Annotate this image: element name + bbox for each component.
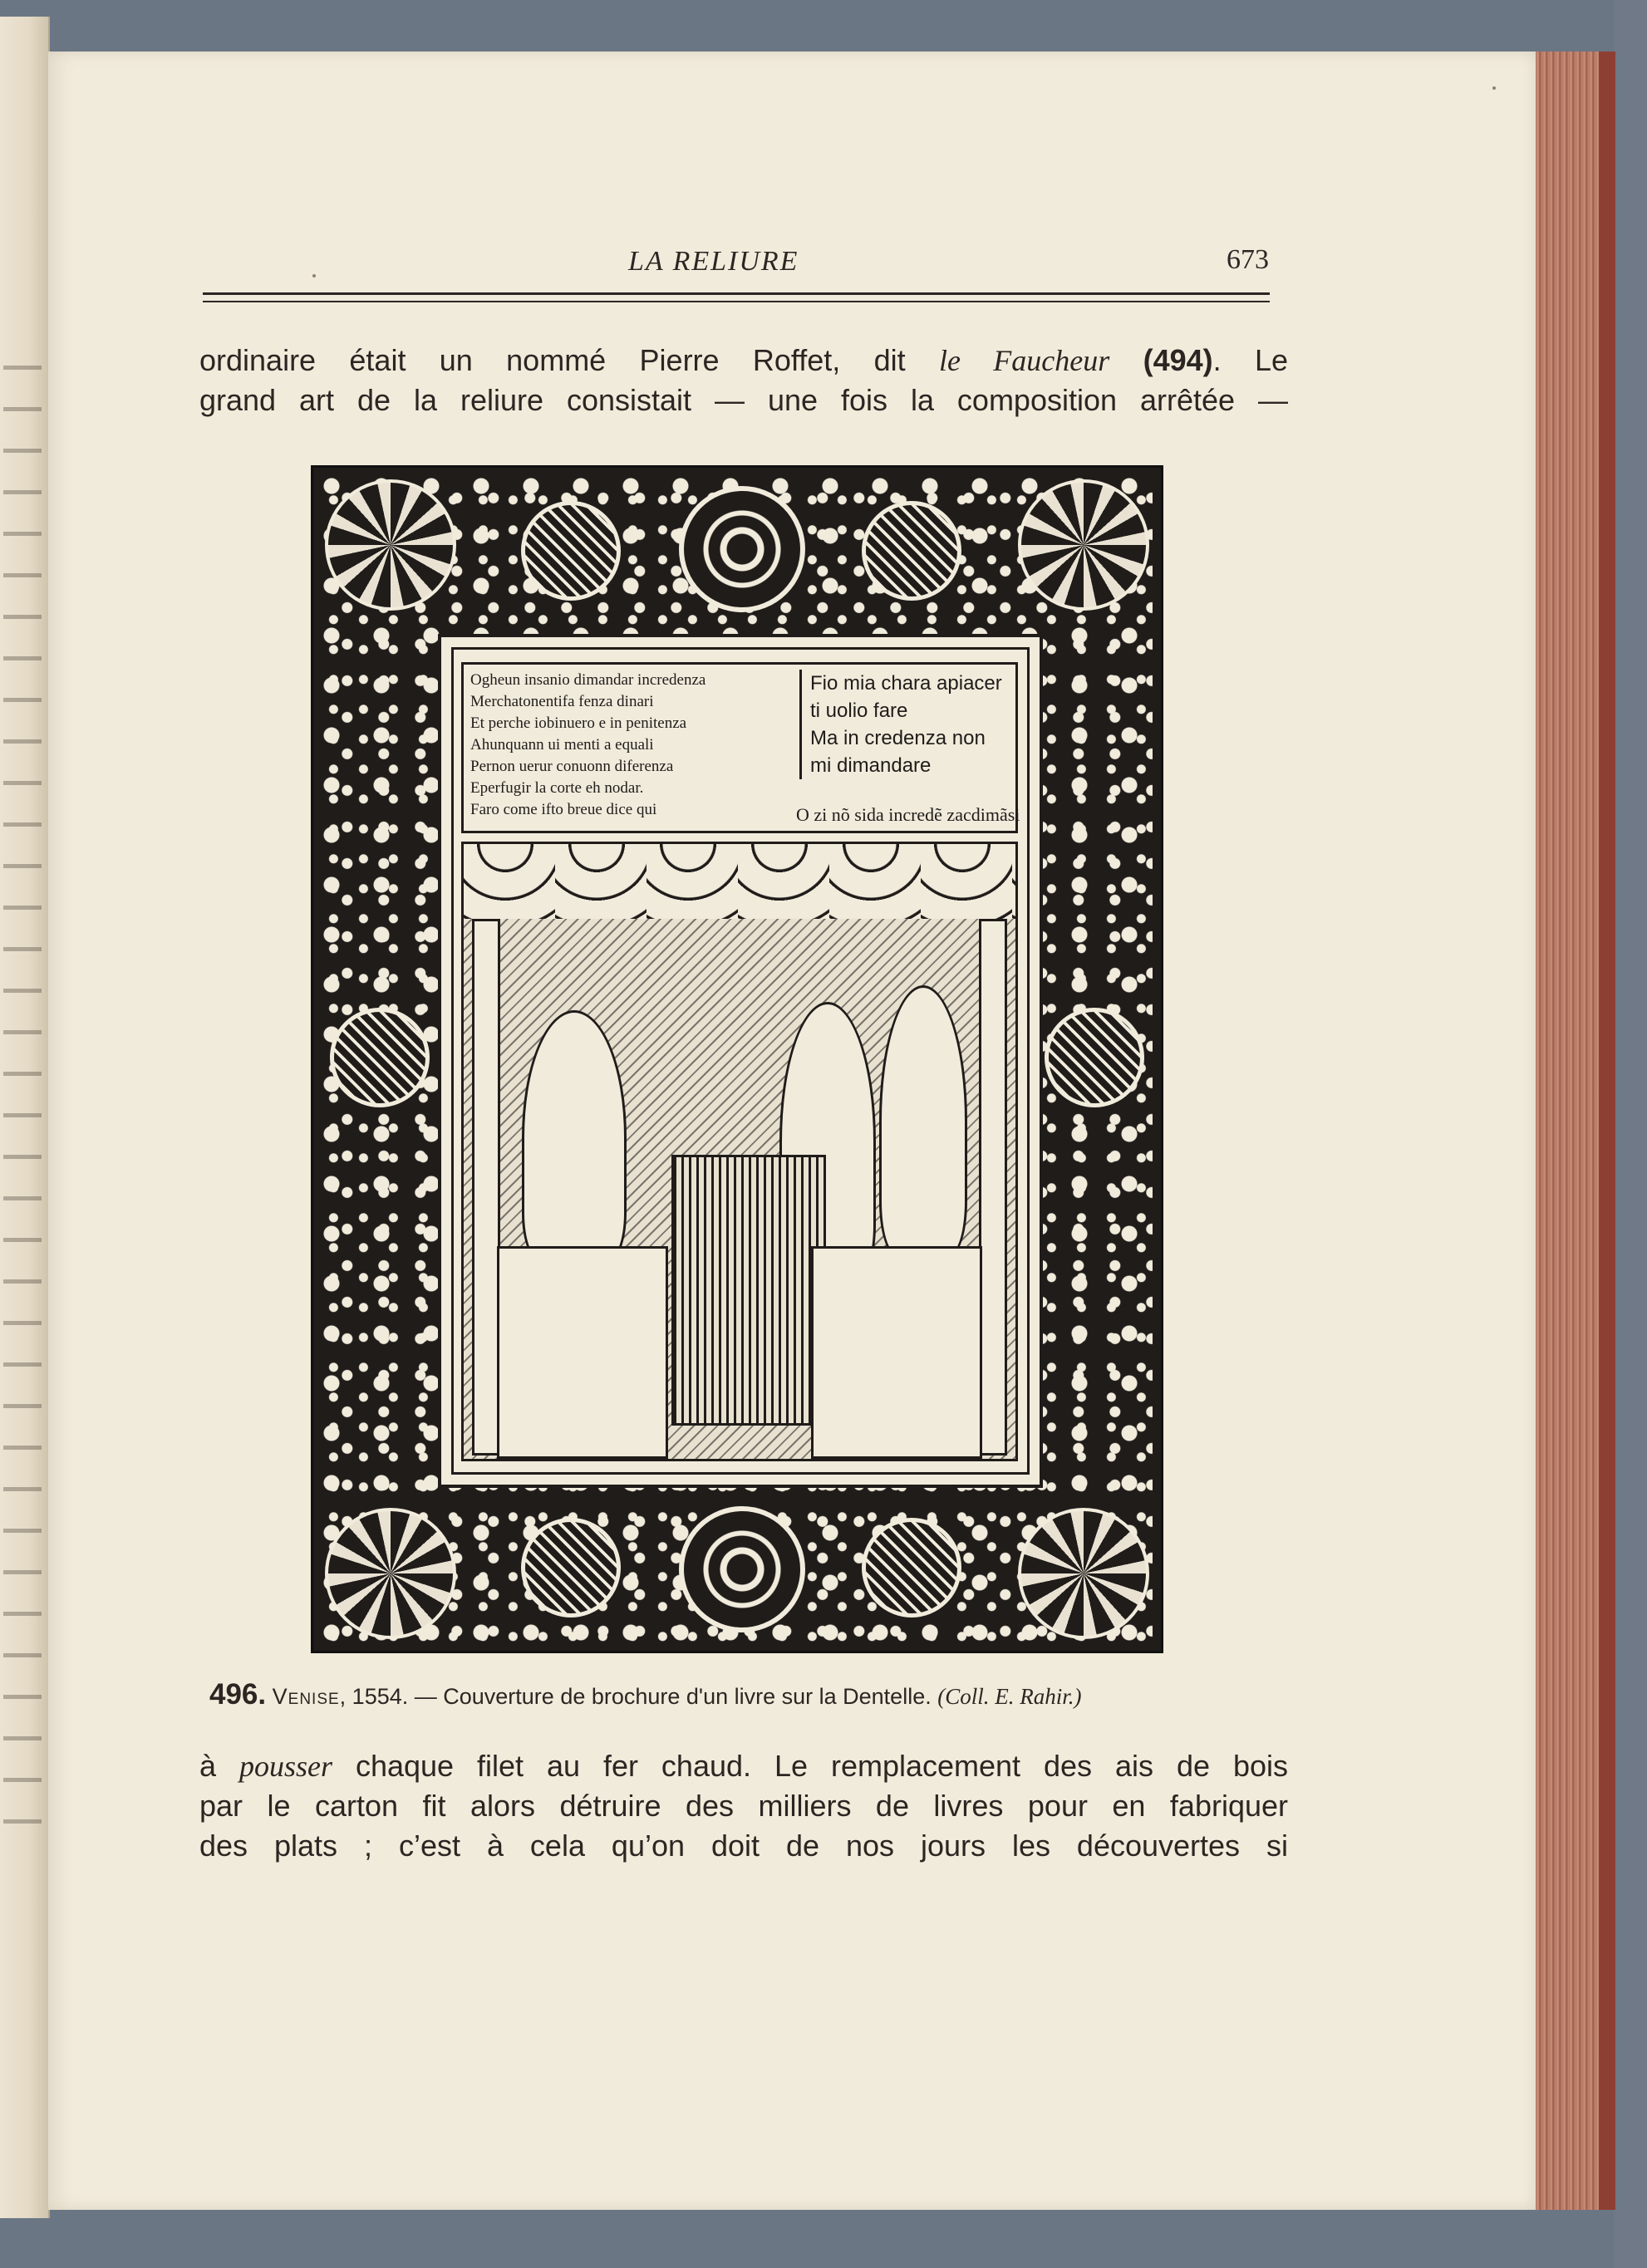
verse-line: Faro come ifto breue dice qui (470, 801, 657, 818)
gilt-page-edges (1536, 52, 1615, 2210)
shop-scene (461, 842, 1018, 1461)
verse-line: Pernon uerur conuonn diferenza (470, 758, 674, 775)
text-line: à pousser chaque filet au fer chaud. Le remplacement des ais de bois (199, 1749, 1289, 1783)
text-line: grand art de la reliure consistait — une fois la composition arrêtée — (199, 383, 1288, 417)
knot-ornament (862, 501, 961, 601)
verse-line: Ogheun insanio dimandar incredenza (470, 671, 706, 689)
facing-page-edge (0, 17, 50, 2218)
text-line: ordinaire était un nommé Pierre Roffet, dit le Faucheur (494). Le (199, 343, 1289, 377)
column (472, 919, 500, 1456)
verse-line: Merchatonentifa fenza dinari (470, 693, 654, 710)
illustration-panel (438, 634, 1043, 1488)
book-cover-top (0, 0, 1647, 52)
paragraph-bottom (199, 1746, 1288, 1866)
verse-line: Fio mia chara apiacer (810, 672, 1002, 695)
caption-text: Couverture de brochure d'un livre sur la Dentelle. (443, 1684, 938, 1709)
counter-desk (671, 1155, 826, 1426)
verse-line: mi dimandare (810, 754, 932, 777)
figure-caption (209, 1678, 1290, 1711)
knot-ornament (521, 501, 621, 601)
verse-line: Eperfugir la corte eh nodar. (470, 779, 644, 797)
caption-credit: (Coll. E. Rahir.) (937, 1684, 1082, 1709)
verse-line: Et perche iobinuero e in penitenza (470, 714, 687, 732)
book-cover-right (1614, 0, 1647, 2268)
page-number: 673 (1227, 244, 1269, 275)
corner-ornament (1018, 1508, 1149, 1639)
knot-ornament (330, 1008, 430, 1107)
knot-ornament (862, 1518, 961, 1618)
figure-number: 496. (209, 1678, 267, 1711)
text-line: des plats ; c’est à cela qu’on doit de nos jours les découvertes si (199, 1829, 1288, 1863)
verse-closing-line: O zi nõ sida incredẽ zacdimãsi (796, 804, 1020, 825)
paper-speck (312, 274, 316, 277)
verse-right-column (799, 670, 1018, 779)
paper-speck (1492, 86, 1496, 90)
cloth-counter (497, 1246, 668, 1459)
paragraph-top (199, 341, 1288, 420)
cloth-counter (811, 1246, 982, 1459)
medallion-ornament (679, 1506, 805, 1632)
caption-place: Venise (272, 1684, 340, 1709)
merchant-figure (522, 1010, 627, 1264)
woodcut-illustration (311, 465, 1163, 1653)
corner-ornament (325, 479, 456, 611)
column (979, 919, 1007, 1456)
knot-ornament (521, 1518, 621, 1618)
book-cover-bottom (0, 2210, 1647, 2268)
verse-line: Ma in credenza non (810, 727, 986, 749)
drapery (464, 844, 1015, 919)
verse-line: Ahunquann ui menti a equali (470, 736, 654, 754)
corner-ornament (1018, 479, 1149, 611)
verse-line: ti uolio fare (810, 700, 908, 722)
running-title: LA RELIURE (628, 246, 799, 277)
text-line: par le carton fit alors détruire des milliers de livres pour en fabriquer (199, 1789, 1288, 1823)
knot-ornament (1045, 1008, 1144, 1107)
caption-year: , 1554. — (339, 1684, 444, 1709)
woman-figure (879, 985, 967, 1256)
corner-ornament (325, 1508, 456, 1639)
medallion-ornament (679, 486, 805, 612)
verse-left-column (470, 670, 786, 821)
header-rule-thin (203, 301, 1270, 302)
header-rule (203, 292, 1270, 295)
verse-box (461, 662, 1018, 833)
